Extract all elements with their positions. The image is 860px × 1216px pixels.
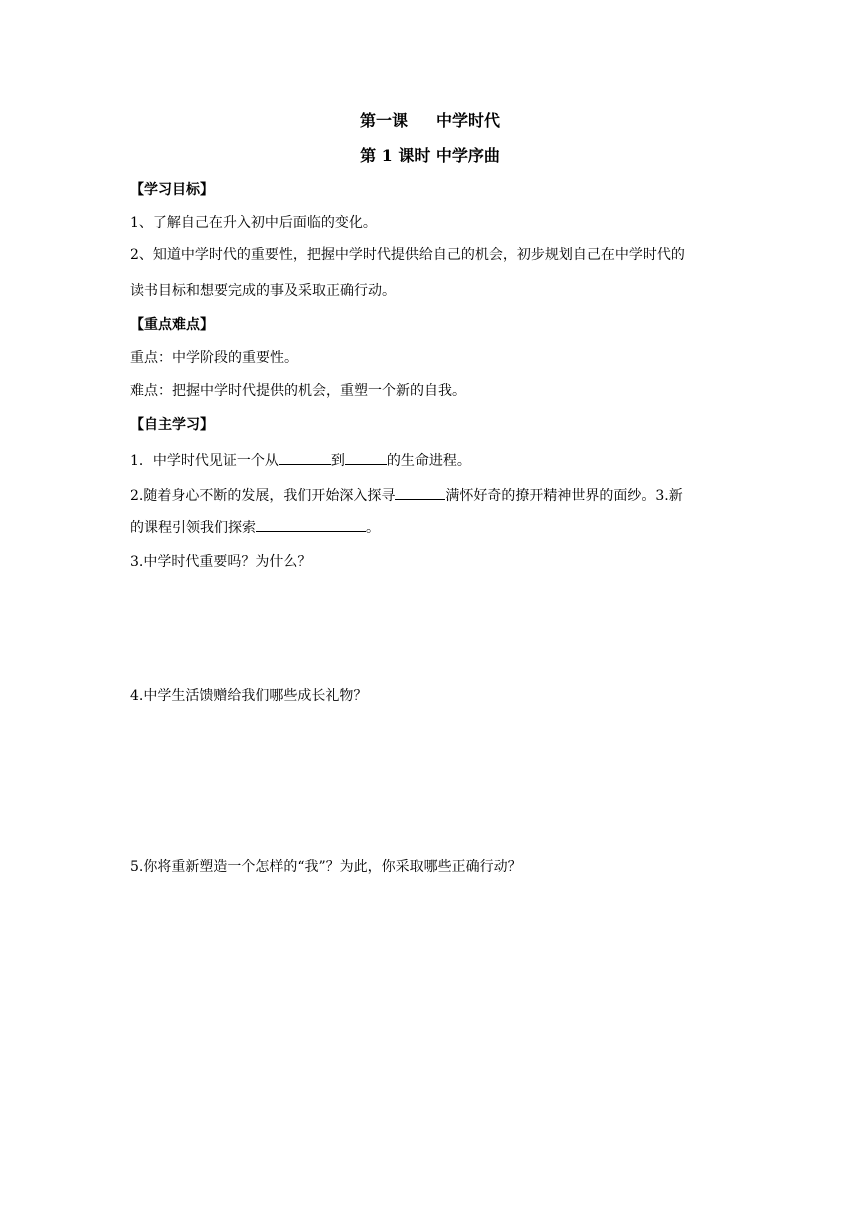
q1-blank-from[interactable] bbox=[279, 450, 331, 465]
q1-suffix: 的生命进程。 bbox=[386, 453, 471, 469]
q2b-prefix: 的课程引领我们探索 bbox=[130, 520, 256, 536]
q2b-suffix: 。 bbox=[366, 520, 380, 536]
lesson-title bbox=[0, 111, 860, 131]
q1-prefix: 1．中学时代见证一个从 bbox=[130, 453, 279, 469]
q1-blank-to[interactable] bbox=[345, 450, 387, 465]
lesson-topic: 中学时代 bbox=[436, 111, 501, 130]
question-5: 5.你将重新塑造一个怎样的“我”？为此，你采取哪些正确行动？ bbox=[130, 859, 522, 875]
question-2-line-1 bbox=[130, 485, 740, 506]
difficulty-text: 难点：把握中学时代提供的机会，重塑一个新的自我。 bbox=[130, 383, 466, 399]
q2-suffix: 满怀好奇的撩开精神世界的面纱。3.新 bbox=[445, 488, 683, 504]
keypoint-text: 重点：中学阶段的重要性。 bbox=[130, 350, 298, 366]
q2-blank[interactable] bbox=[395, 485, 445, 500]
q1-mid: 到 bbox=[330, 453, 345, 469]
objective-1: 1、了解自己在升入初中后面临的变化。 bbox=[130, 215, 377, 231]
question-3: 3.中学时代重要吗？为什么？ bbox=[130, 554, 312, 570]
question-4: 4.中学生活馈赠给我们哪些成长礼物？ bbox=[130, 688, 368, 704]
period-title: 第 1 课时 中学序曲 bbox=[360, 146, 500, 165]
objectives-heading: 【学习目标】 bbox=[130, 182, 214, 198]
objective-2-line-2: 读书目标和想要完成的事及采取正确行动。 bbox=[130, 283, 396, 299]
question-2-line-2 bbox=[130, 517, 740, 538]
question-1 bbox=[130, 450, 740, 471]
q2b-blank[interactable] bbox=[256, 517, 366, 532]
objective-2-line-1: 2、知道中学时代的重要性，把握中学时代提供给自己的机会，初步规划自己在中学时代的 bbox=[130, 247, 685, 263]
q2-prefix: 2.随着身心不断的发展，我们开始深入探寻 bbox=[130, 488, 396, 504]
selfstudy-heading: 【自主学习】 bbox=[130, 417, 214, 433]
keypoints-heading: 【重点难点】 bbox=[130, 317, 214, 333]
lesson-number: 第一课 bbox=[359, 111, 408, 130]
